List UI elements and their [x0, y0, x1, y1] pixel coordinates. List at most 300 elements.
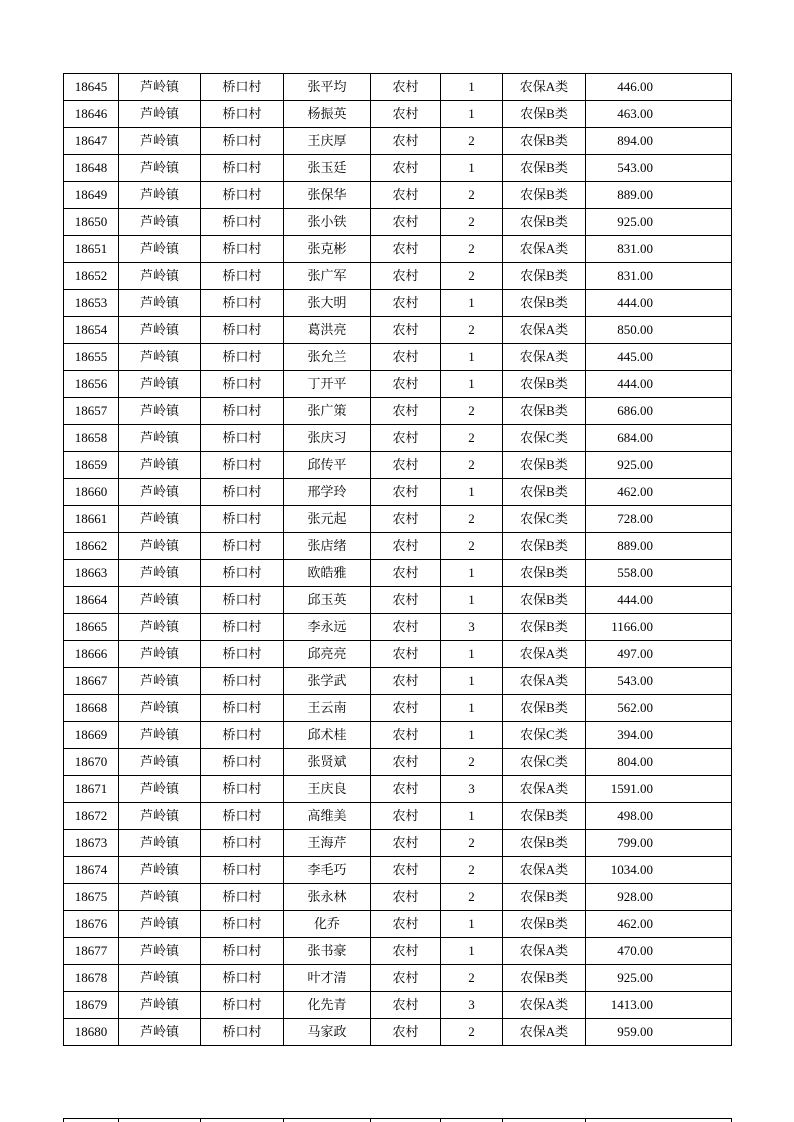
- cell-category: 农保B类: [503, 533, 586, 560]
- cell-amount: 463.00: [586, 101, 732, 128]
- cell-id: 18645: [64, 74, 119, 101]
- cell-amount: 889.00: [586, 533, 732, 560]
- cell-town: 芦岭镇: [119, 749, 201, 776]
- cell-name: 张克彬: [284, 236, 371, 263]
- partial-cell-category: [503, 1119, 586, 1122]
- table-row: [64, 425, 732, 452]
- cell-residence: 农村: [371, 695, 441, 722]
- cell-count: 1: [441, 155, 503, 182]
- cell-residence: 农村: [371, 74, 441, 101]
- cell-town: 芦岭镇: [119, 101, 201, 128]
- cell-count: 1: [441, 371, 503, 398]
- cell-id: 18662: [64, 533, 119, 560]
- cell-town: 芦岭镇: [119, 209, 201, 236]
- cell-name: 化先青: [284, 992, 371, 1019]
- table-row: [64, 452, 732, 479]
- cell-id: 18663: [64, 560, 119, 587]
- cell-count: 2: [441, 263, 503, 290]
- cell-residence: 农村: [371, 182, 441, 209]
- cell-name: 张学武: [284, 668, 371, 695]
- partial-table-row: [64, 1119, 732, 1122]
- cell-name: 张元起: [284, 506, 371, 533]
- cell-name: 王海芹: [284, 830, 371, 857]
- cell-residence: 农村: [371, 452, 441, 479]
- cell-village: 桥口村: [201, 641, 284, 668]
- cell-village: 桥口村: [201, 236, 284, 263]
- table-row: [64, 776, 732, 803]
- cell-town: 芦岭镇: [119, 830, 201, 857]
- table-row: [64, 1019, 732, 1046]
- cell-amount: 889.00: [586, 182, 732, 209]
- cell-amount: 728.00: [586, 506, 732, 533]
- cell-village: 桥口村: [201, 425, 284, 452]
- cell-id: 18667: [64, 668, 119, 695]
- cell-count: 2: [441, 128, 503, 155]
- cell-category: 农保B类: [503, 155, 586, 182]
- cell-residence: 农村: [371, 560, 441, 587]
- cell-village: 桥口村: [201, 1019, 284, 1046]
- cell-village: 桥口村: [201, 830, 284, 857]
- cell-name: 葛洪亮: [284, 317, 371, 344]
- cell-id: 18669: [64, 722, 119, 749]
- cell-name: 张庆习: [284, 425, 371, 452]
- cell-id: 18660: [64, 479, 119, 506]
- cell-amount: 462.00: [586, 911, 732, 938]
- table-row: [64, 614, 732, 641]
- cell-category: 农保A类: [503, 992, 586, 1019]
- table-row: [64, 290, 732, 317]
- cell-residence: 农村: [371, 668, 441, 695]
- cell-name: 张书豪: [284, 938, 371, 965]
- cell-village: 桥口村: [201, 209, 284, 236]
- cell-category: 农保B类: [503, 479, 586, 506]
- table-row: [64, 641, 732, 668]
- cell-category: 农保B类: [503, 965, 586, 992]
- cell-amount: 543.00: [586, 155, 732, 182]
- cell-village: 桥口村: [201, 560, 284, 587]
- cell-category: 农保B类: [503, 884, 586, 911]
- cell-count: 1: [441, 722, 503, 749]
- table-row: [64, 182, 732, 209]
- cell-name: 李毛巧: [284, 857, 371, 884]
- cell-id: 18672: [64, 803, 119, 830]
- cell-count: 1: [441, 911, 503, 938]
- cell-residence: 农村: [371, 614, 441, 641]
- cell-count: 1: [441, 344, 503, 371]
- cell-residence: 农村: [371, 587, 441, 614]
- cell-town: 芦岭镇: [119, 965, 201, 992]
- cell-category: 农保B类: [503, 128, 586, 155]
- cell-name: 高维美: [284, 803, 371, 830]
- table-row: [64, 479, 732, 506]
- cell-category: 农保B类: [503, 560, 586, 587]
- cell-count: 2: [441, 830, 503, 857]
- cell-village: 桥口村: [201, 263, 284, 290]
- table-row: [64, 668, 732, 695]
- cell-amount: 444.00: [586, 290, 732, 317]
- table-row: [64, 749, 732, 776]
- cell-name: 化乔: [284, 911, 371, 938]
- cell-name: 张大明: [284, 290, 371, 317]
- cell-name: 丁开平: [284, 371, 371, 398]
- cell-village: 桥口村: [201, 398, 284, 425]
- cell-town: 芦岭镇: [119, 425, 201, 452]
- cell-count: 2: [441, 317, 503, 344]
- cell-residence: 农村: [371, 209, 441, 236]
- cell-town: 芦岭镇: [119, 884, 201, 911]
- cell-amount: 558.00: [586, 560, 732, 587]
- cell-count: 1: [441, 641, 503, 668]
- cell-amount: 446.00: [586, 74, 732, 101]
- cell-id: 18678: [64, 965, 119, 992]
- cell-category: 农保B类: [503, 803, 586, 830]
- cell-amount: 543.00: [586, 668, 732, 695]
- cell-town: 芦岭镇: [119, 722, 201, 749]
- cell-amount: 1591.00: [586, 776, 732, 803]
- table-row: [64, 155, 732, 182]
- cell-id: 18656: [64, 371, 119, 398]
- table-row: [64, 533, 732, 560]
- cell-town: 芦岭镇: [119, 479, 201, 506]
- cell-village: 桥口村: [201, 74, 284, 101]
- partial-cell-town: [119, 1119, 201, 1122]
- roster-table: [63, 73, 732, 1046]
- cell-category: 农保A类: [503, 668, 586, 695]
- cell-id: 18673: [64, 830, 119, 857]
- table-row: [64, 722, 732, 749]
- cell-id: 18650: [64, 209, 119, 236]
- cell-amount: 444.00: [586, 587, 732, 614]
- cell-count: 1: [441, 101, 503, 128]
- cell-town: 芦岭镇: [119, 74, 201, 101]
- cell-count: 2: [441, 506, 503, 533]
- cell-amount: 925.00: [586, 965, 732, 992]
- cell-id: 18674: [64, 857, 119, 884]
- partial-row-table: [63, 1118, 732, 1122]
- cell-count: 2: [441, 452, 503, 479]
- cell-amount: 925.00: [586, 209, 732, 236]
- table-row: [64, 857, 732, 884]
- cell-amount: 894.00: [586, 128, 732, 155]
- cell-count: 2: [441, 533, 503, 560]
- cell-category: 农保B类: [503, 830, 586, 857]
- cell-name: 张广军: [284, 263, 371, 290]
- table-row: [64, 263, 732, 290]
- cell-town: 芦岭镇: [119, 506, 201, 533]
- cell-town: 芦岭镇: [119, 155, 201, 182]
- cell-id: 18648: [64, 155, 119, 182]
- cell-amount: 462.00: [586, 479, 732, 506]
- cell-amount: 686.00: [586, 398, 732, 425]
- cell-count: 3: [441, 992, 503, 1019]
- cell-village: 桥口村: [201, 965, 284, 992]
- cell-town: 芦岭镇: [119, 398, 201, 425]
- table-row: [64, 803, 732, 830]
- cell-residence: 农村: [371, 236, 441, 263]
- cell-count: 1: [441, 290, 503, 317]
- cell-name: 张允兰: [284, 344, 371, 371]
- cell-id: 18677: [64, 938, 119, 965]
- cell-name: 邢学玲: [284, 479, 371, 506]
- cell-name: 叶才清: [284, 965, 371, 992]
- table-row: [64, 209, 732, 236]
- cell-name: 马家政: [284, 1019, 371, 1046]
- table-row: [64, 128, 732, 155]
- cell-village: 桥口村: [201, 587, 284, 614]
- cell-residence: 农村: [371, 290, 441, 317]
- cell-category: 农保A类: [503, 1019, 586, 1046]
- cell-amount: 394.00: [586, 722, 732, 749]
- partial-cell-village: [201, 1119, 284, 1122]
- table-row: [64, 587, 732, 614]
- partial-cell-residence: [371, 1119, 441, 1122]
- cell-amount: 497.00: [586, 641, 732, 668]
- cell-count: 1: [441, 668, 503, 695]
- cell-amount: 1034.00: [586, 857, 732, 884]
- cell-town: 芦岭镇: [119, 182, 201, 209]
- cell-id: 18676: [64, 911, 119, 938]
- table-row: [64, 830, 732, 857]
- cell-amount: 925.00: [586, 452, 732, 479]
- cell-residence: 农村: [371, 263, 441, 290]
- cell-residence: 农村: [371, 992, 441, 1019]
- cell-category: 农保A类: [503, 344, 586, 371]
- cell-name: 邱亮亮: [284, 641, 371, 668]
- cell-id: 18675: [64, 884, 119, 911]
- cell-amount: 850.00: [586, 317, 732, 344]
- cell-category: 农保B类: [503, 587, 586, 614]
- cell-id: 18668: [64, 695, 119, 722]
- cell-town: 芦岭镇: [119, 317, 201, 344]
- cell-village: 桥口村: [201, 290, 284, 317]
- table-row: [64, 506, 732, 533]
- cell-id: 18680: [64, 1019, 119, 1046]
- cell-village: 桥口村: [201, 695, 284, 722]
- cell-count: 1: [441, 695, 503, 722]
- table-row: [64, 398, 732, 425]
- cell-residence: 农村: [371, 344, 441, 371]
- cell-town: 芦岭镇: [119, 1019, 201, 1046]
- cell-category: 农保B类: [503, 911, 586, 938]
- cell-id: 18661: [64, 506, 119, 533]
- cell-village: 桥口村: [201, 668, 284, 695]
- cell-category: 农保A类: [503, 641, 586, 668]
- cell-town: 芦岭镇: [119, 992, 201, 1019]
- cell-amount: 831.00: [586, 236, 732, 263]
- cell-id: 18646: [64, 101, 119, 128]
- cell-town: 芦岭镇: [119, 290, 201, 317]
- table-body: [64, 74, 732, 1046]
- table-row: [64, 236, 732, 263]
- cell-residence: 农村: [371, 803, 441, 830]
- cell-amount: 959.00: [586, 1019, 732, 1046]
- cell-count: 2: [441, 398, 503, 425]
- cell-name: 李永远: [284, 614, 371, 641]
- cell-village: 桥口村: [201, 884, 284, 911]
- cell-town: 芦岭镇: [119, 695, 201, 722]
- cell-category: 农保B类: [503, 398, 586, 425]
- cell-count: 2: [441, 965, 503, 992]
- cell-name: 邱玉英: [284, 587, 371, 614]
- cell-category: 农保B类: [503, 452, 586, 479]
- cell-town: 芦岭镇: [119, 263, 201, 290]
- table-row: [64, 965, 732, 992]
- cell-village: 桥口村: [201, 128, 284, 155]
- cell-name: 张保华: [284, 182, 371, 209]
- cell-name: 欧皓雅: [284, 560, 371, 587]
- cell-town: 芦岭镇: [119, 938, 201, 965]
- cell-amount: 928.00: [586, 884, 732, 911]
- cell-village: 桥口村: [201, 614, 284, 641]
- cell-village: 桥口村: [201, 101, 284, 128]
- cell-village: 桥口村: [201, 479, 284, 506]
- cell-name: 张平均: [284, 74, 371, 101]
- cell-category: 农保A类: [503, 236, 586, 263]
- cell-village: 桥口村: [201, 749, 284, 776]
- cell-id: 18651: [64, 236, 119, 263]
- cell-name: 杨振英: [284, 101, 371, 128]
- cell-name: 王云南: [284, 695, 371, 722]
- cell-village: 桥口村: [201, 533, 284, 560]
- cell-count: 1: [441, 479, 503, 506]
- cell-town: 芦岭镇: [119, 452, 201, 479]
- cell-amount: 1413.00: [586, 992, 732, 1019]
- cell-town: 芦岭镇: [119, 371, 201, 398]
- cell-residence: 农村: [371, 371, 441, 398]
- document-sheet: [63, 73, 732, 1046]
- table-row: [64, 884, 732, 911]
- cell-town: 芦岭镇: [119, 803, 201, 830]
- cell-count: 1: [441, 560, 503, 587]
- cell-residence: 农村: [371, 857, 441, 884]
- cell-town: 芦岭镇: [119, 560, 201, 587]
- cell-category: 农保C类: [503, 722, 586, 749]
- partial-row-body: [64, 1119, 732, 1122]
- cell-category: 农保A类: [503, 317, 586, 344]
- cell-residence: 农村: [371, 776, 441, 803]
- cell-id: 18654: [64, 317, 119, 344]
- cell-village: 桥口村: [201, 506, 284, 533]
- table-row: [64, 938, 732, 965]
- cell-name: 张永林: [284, 884, 371, 911]
- cell-village: 桥口村: [201, 857, 284, 884]
- cell-id: 18666: [64, 641, 119, 668]
- cell-count: 1: [441, 587, 503, 614]
- cell-id: 18671: [64, 776, 119, 803]
- cell-town: 芦岭镇: [119, 128, 201, 155]
- cell-residence: 农村: [371, 1019, 441, 1046]
- cell-category: 农保B类: [503, 182, 586, 209]
- cell-category: 农保C类: [503, 506, 586, 533]
- cell-count: 2: [441, 857, 503, 884]
- cell-village: 桥口村: [201, 344, 284, 371]
- cell-amount: 684.00: [586, 425, 732, 452]
- cell-count: 2: [441, 425, 503, 452]
- cell-count: 2: [441, 884, 503, 911]
- cell-village: 桥口村: [201, 371, 284, 398]
- table-row: [64, 992, 732, 1019]
- cell-village: 桥口村: [201, 776, 284, 803]
- cell-residence: 农村: [371, 425, 441, 452]
- cell-id: 18679: [64, 992, 119, 1019]
- partial-cell-count: [441, 1119, 503, 1122]
- cell-id: 18670: [64, 749, 119, 776]
- partial-next-row: [63, 1118, 732, 1122]
- cell-category: 农保B类: [503, 209, 586, 236]
- cell-id: 18658: [64, 425, 119, 452]
- cell-town: 芦岭镇: [119, 857, 201, 884]
- cell-id: 18657: [64, 398, 119, 425]
- cell-residence: 农村: [371, 317, 441, 344]
- cell-count: 3: [441, 776, 503, 803]
- cell-town: 芦岭镇: [119, 587, 201, 614]
- cell-town: 芦岭镇: [119, 776, 201, 803]
- cell-village: 桥口村: [201, 938, 284, 965]
- cell-amount: 498.00: [586, 803, 732, 830]
- cell-category: 农保A类: [503, 857, 586, 884]
- cell-residence: 农村: [371, 722, 441, 749]
- partial-cell-id: [64, 1119, 119, 1122]
- cell-amount: 804.00: [586, 749, 732, 776]
- table-row: [64, 371, 732, 398]
- cell-category: 农保B类: [503, 101, 586, 128]
- cell-count: 1: [441, 938, 503, 965]
- cell-village: 桥口村: [201, 317, 284, 344]
- cell-town: 芦岭镇: [119, 641, 201, 668]
- cell-residence: 农村: [371, 884, 441, 911]
- cell-id: 18655: [64, 344, 119, 371]
- cell-town: 芦岭镇: [119, 533, 201, 560]
- cell-village: 桥口村: [201, 722, 284, 749]
- table-row: [64, 560, 732, 587]
- cell-name: 邱术桂: [284, 722, 371, 749]
- cell-name: 张小铁: [284, 209, 371, 236]
- table-row: [64, 74, 732, 101]
- cell-count: 2: [441, 1019, 503, 1046]
- cell-category: 农保A类: [503, 74, 586, 101]
- cell-amount: 444.00: [586, 371, 732, 398]
- cell-category: 农保A类: [503, 776, 586, 803]
- cell-residence: 农村: [371, 830, 441, 857]
- cell-name: 张玉廷: [284, 155, 371, 182]
- cell-residence: 农村: [371, 479, 441, 506]
- cell-count: 2: [441, 209, 503, 236]
- cell-residence: 农村: [371, 749, 441, 776]
- cell-id: 18653: [64, 290, 119, 317]
- cell-count: 2: [441, 236, 503, 263]
- cell-category: 农保C类: [503, 425, 586, 452]
- cell-category: 农保C类: [503, 749, 586, 776]
- cell-count: 1: [441, 803, 503, 830]
- cell-residence: 农村: [371, 128, 441, 155]
- cell-amount: 470.00: [586, 938, 732, 965]
- cell-residence: 农村: [371, 911, 441, 938]
- cell-count: 1: [441, 74, 503, 101]
- cell-category: 农保B类: [503, 290, 586, 317]
- cell-residence: 农村: [371, 965, 441, 992]
- cell-town: 芦岭镇: [119, 668, 201, 695]
- table-row: [64, 695, 732, 722]
- cell-id: 18664: [64, 587, 119, 614]
- cell-residence: 农村: [371, 533, 441, 560]
- cell-village: 桥口村: [201, 803, 284, 830]
- partial-cell-name: [284, 1119, 371, 1122]
- table-row: [64, 344, 732, 371]
- cell-amount: 562.00: [586, 695, 732, 722]
- cell-village: 桥口村: [201, 992, 284, 1019]
- cell-category: 农保B类: [503, 263, 586, 290]
- cell-category: 农保A类: [503, 938, 586, 965]
